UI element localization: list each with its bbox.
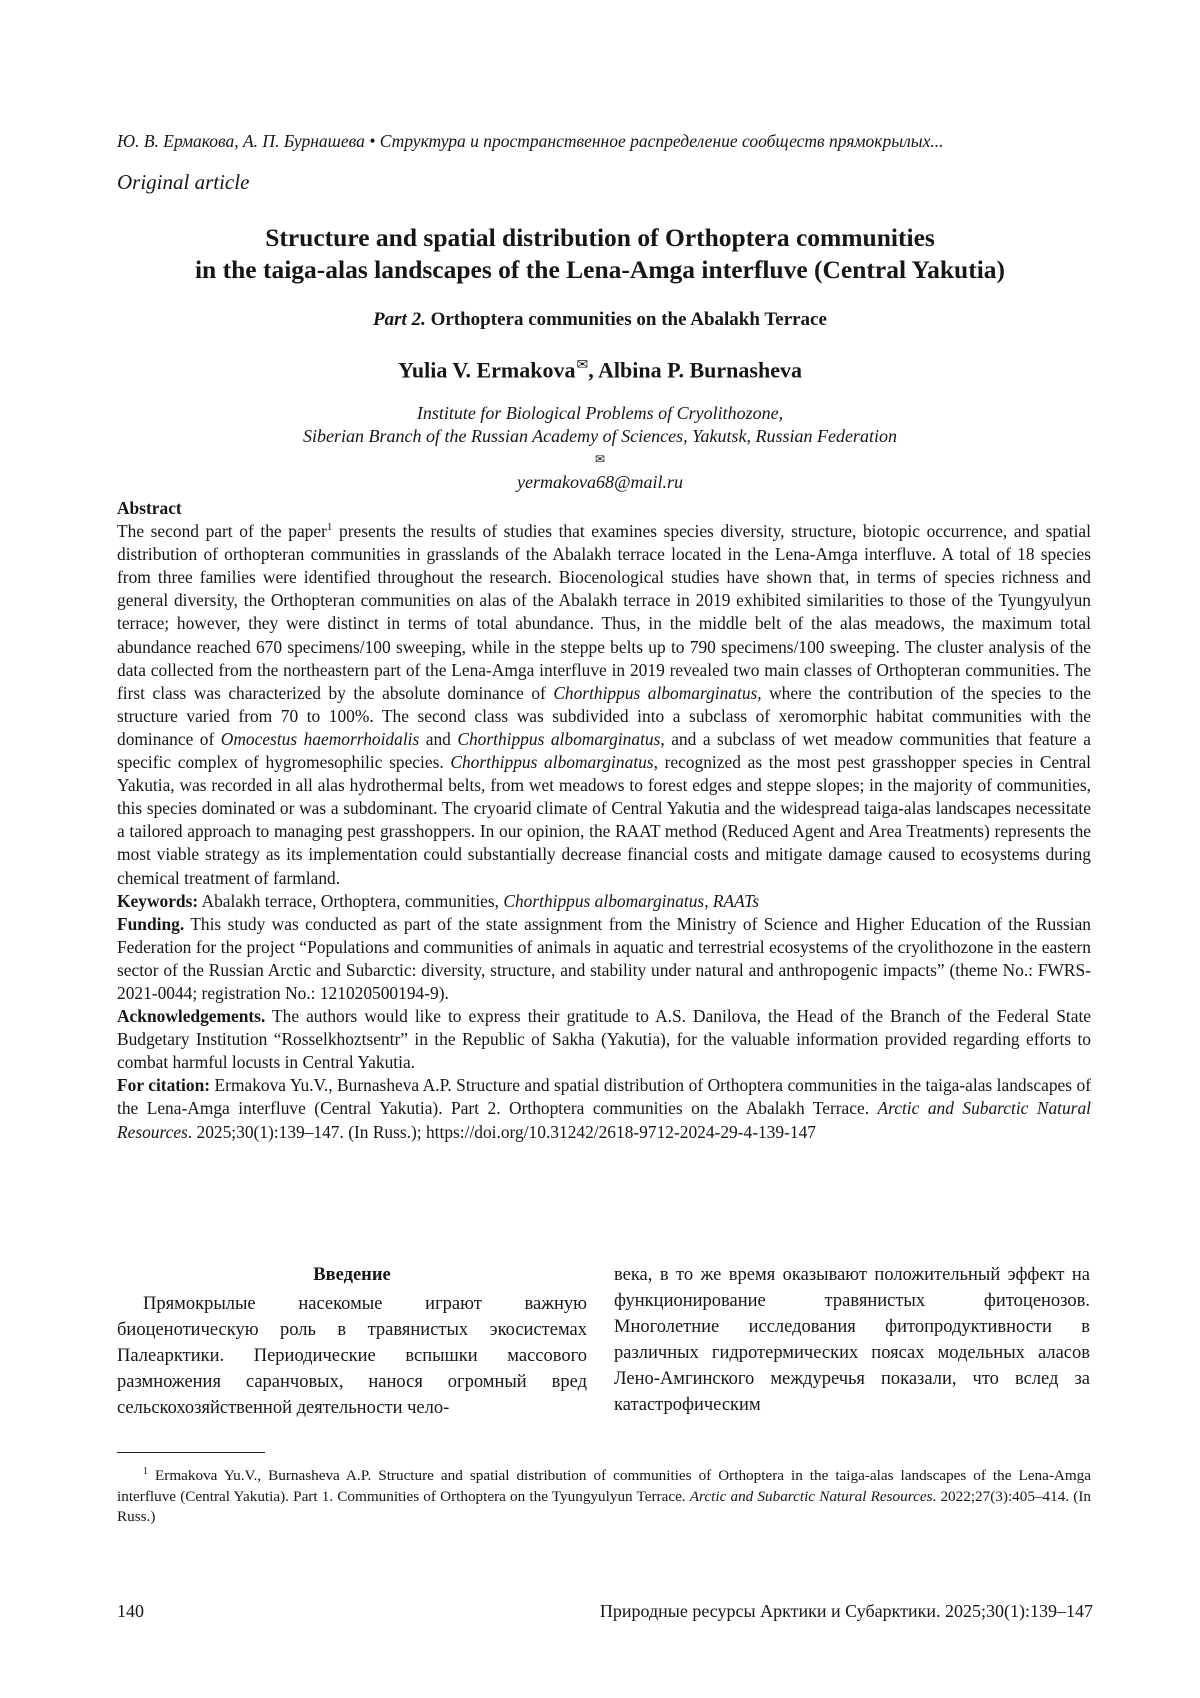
page-number: 140 (117, 1601, 144, 1621)
acknowledgements-label: Acknowledgements. (117, 1006, 266, 1027)
abstract-text-part: , where the contribution of the species to the structure varied from 70 to 100%. The second class was subdivided into a subclass of xeromorphic habitat communities with the dominance of (117, 682, 1091, 749)
author-email[interactable]: yermakova68@mail.ru (516, 472, 684, 492)
affiliation-line-2: Siberian Branch of the Russian Academy of Sciences, Yakutsk, Russian Federation (303, 426, 897, 446)
citation (117, 1074, 1091, 1143)
keyword-species: Chorthippus albomarginatus (503, 890, 705, 911)
mail-icon: ✉ (576, 358, 589, 373)
title-line-1: Structure and spatial distribution of Orthoptera communities (265, 223, 935, 252)
abstract-text (117, 520, 1091, 890)
author-1: Yulia V. Ermakova (398, 357, 576, 383)
article-subtitle (100, 309, 1100, 331)
article-type: Original article (117, 170, 250, 194)
abstract-heading: Abstract (117, 498, 182, 518)
keywords-label: Keywords: (117, 890, 199, 911)
intro-paragraph: Прямокрылые насекомые играют важную биоценотическую роль в травянистых экосистемах Палеарктики. Периодические вспышки массового размножения саранчовых, нанося огромный вред сельскохозяйственной деятельности чело- (117, 1294, 587, 1418)
author-list (100, 357, 1100, 383)
citation-label: For citation: (117, 1075, 211, 1096)
author-2: , Albina P. Burnasheva (588, 357, 802, 383)
funding (117, 913, 1091, 1005)
keywords (117, 890, 1091, 913)
title-line-2: in the taiga-alas landscapes of the Lena-Amga interfluve (Central Yakutia) (194, 255, 1006, 284)
running-head: Ю. В. Ермакова, А. П. Бурнашева • Структура и пространственное распределение сообществ прямокрылых... (117, 131, 944, 151)
subtitle-part: Part 2. (373, 309, 426, 330)
funding-text: This study was conducted as part of the state assignment from the Ministry of Science and Higher Education of the Russian Federation for the project “Populations and communities of animals in aquatic and terrestrial ecosystems of the cryolithozone in the eastern sector of the Russian Arctic and Subarctic: diversity, structure, and stability under natural and anthropogenic impacts” (theme No.: FWRS-2021-0044; registration No.: 121020500194-9). (117, 913, 1091, 1003)
journal-name: Arctic and Subarctic Natural Resources (117, 1098, 1091, 1142)
keyword-raats: RAATs (712, 890, 759, 911)
footnote-text: . 2022;27(3):405–414. (In Russ.) (117, 1487, 1091, 1526)
species-name: Chorthippus albomarginatus (457, 728, 661, 749)
intro-left-column (117, 1262, 587, 1421)
keywords-text: Abalakh terrace, Orthoptera, communities, (198, 890, 504, 911)
intro-paragraph-continued: века, в то же время оказывают положительный эффект на функционирование травянистых фитоценозов. Многолетние исследования фитопродуктивности в различных гидротермических поясах модельных аласов Лено-Амгинского междуречья показали, что вслед за катастрофическим (614, 1265, 1090, 1415)
mail-icon: ✉ (594, 452, 606, 466)
subtitle-text: Orthoptera communities on the Abalakh Terrace (425, 309, 827, 330)
footnote-ref[interactable]: 1 (326, 521, 333, 534)
abstract-section (117, 497, 1091, 1144)
species-name: Chorthippus albomarginatus (553, 682, 758, 703)
section-heading: Введение (313, 1265, 391, 1285)
footnote (117, 1462, 1091, 1528)
acknowledgements-text: The authors would like to express their gratitude to A.S. Danilova, the Head of the Branch of the Federal State Budgetary Institution “Rosselkhoztsentr” in the Republic of Sakha (Yakutia), for the valuable information provided regarding efforts to combat harmful locusts in Central Yakutia. (117, 1006, 1091, 1073)
affiliation-email-line (100, 448, 1100, 494)
intro-right-column (614, 1262, 1090, 1418)
keywords-text: , (704, 890, 713, 911)
abstract-text-part: , recognized as the most pest grasshopper species in Central Yakutia, was recorded in all alas hydrothermal belts, from wet meadows to forest edges and steppe slopes; in the majority of communities, this species dominated or was a subdominant. The cryoarid climate of Central Yakutia and the widespread taiga-alas landscapes necessitate a tailored approach to managing pest grasshoppers. In our opinion, the RAAT method (Reduced Agent and Area Treatments) represents the most viable strategy as its implementation could substantially decrease financial costs and mitigate damage caused to ecosystems during chemical treatment of farmland. (117, 752, 1092, 888)
acknowledgements (117, 1005, 1091, 1074)
journal-name: Arctic and Subarctic Natural Resources (689, 1487, 933, 1505)
abstract-text-part: The second part of the paper (117, 521, 327, 542)
affiliation (100, 402, 1100, 494)
species-name: Chorthippus albomarginatus (450, 752, 654, 773)
footnote-text: Ermakova Yu.V., Burnasheva A.P. Structure and spatial distribution of communities of Orthoptera in the taiga-alas landscapes of the Lena-Amga interfluve (Central Yakutia). Part 1. Communities of Orthoptera on the Tyungyulyun Terrace. (117, 1467, 1091, 1505)
affiliation-line-1: Institute for Biological Problems of Cryolithozone, (416, 403, 784, 423)
abstract-text-part: presents the results of studies that examines species diversity, structure, biotopic occurrence, and spatial distribution of orthopteran communities in grasslands of the Abalakh terrace located in the Lena-Amga interfluve. A total of 18 species from three families were identified throughout the research. Biocenological studies have shown that, in terms of species richness and general diversity, the Orthopteran communities on alas of the Abalakh terrace in 2019 exhibited similarities to those of the Tyungyulyun terrace; however, they were distinct in terms of total abundance. Thus, in the middle belt of the alas meadows, the maximum total abundance reached 670 specimens/100 sweeping, while in the steppe belts up to 790 specimens/100 sweeping. The cluster analysis of the data collected from the northeastern part of the Lena-Amga interfluve in 2019 revealed two main classes of Orthopteran communities. The first class was characterized by the absolute dominance of (117, 521, 1091, 703)
abstract-text-part: and (419, 728, 458, 749)
footnote-divider (117, 1452, 265, 1453)
journal-footer: Природные ресурсы Арктики и Субарктики. 2025;30(1):139–147 (599, 1601, 1093, 1621)
abstract-text-part: , and a subclass of wet meadow communities that feature a specific complex of hygromesophilic species. (117, 728, 1091, 773)
citation-text: Ermakova Yu.V., Burnasheva A.P. Structure and spatial distribution of Orthoptera communities in the taiga-alas landscapes of the Lena-Amga interfluve (Central Yakutia). Part 2. Orthoptera communities on the Abalakh Terrace. (117, 1075, 1091, 1119)
species-name: Omocestus haemorrhoidalis (220, 728, 420, 749)
funding-label: Funding. (117, 913, 185, 934)
footnote-number: 1 (143, 1466, 148, 1477)
article-title (100, 222, 1100, 286)
citation-text: . 2025;30(1):139–147. (In Russ.); https://doi.org/10.31242/2618-9712-2024-29-4-139-147 (187, 1121, 816, 1142)
